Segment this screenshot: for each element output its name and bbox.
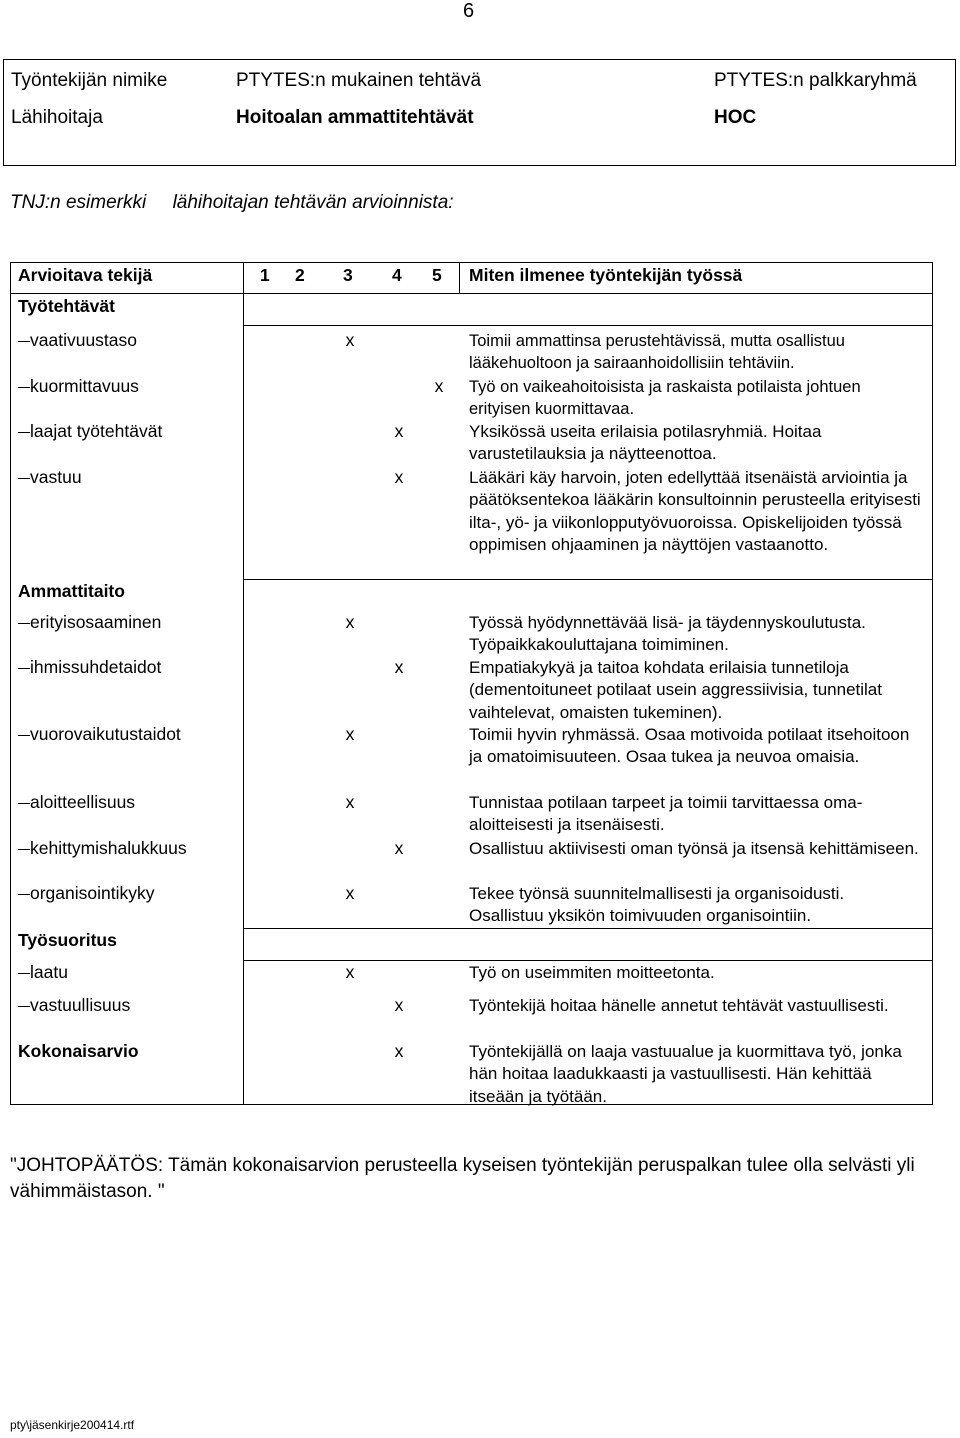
criterion-description: Työ on vaikeahoitoisista ja raskaista potilaista johtuen erityisen kuormittavaa. [469,378,861,419]
pay-group-value: HOC [714,107,757,128]
criterion-row: laajat työtehtävät [18,421,162,442]
example-title: TNJ:n esimerkki lähihoitajan tehtävän arvioinnista: [10,192,454,213]
score-mark: x [394,467,404,487]
conclusion-text: "JOHTOPÄÄTÖS: Tämän kokonaisarvion perusteella kyseisen työntekijän peruspalkan tulee olla selvästi yli vähimmäistason. " [10,1155,915,1202]
score-header-2: 2 [295,265,305,285]
score-mark: x [394,657,404,677]
score-header-4: 4 [392,265,402,285]
criterion-description: Työssä hyödynnettävää lisä- ja täydennyskoulutusta. Työpaikkakouluttajana toimiminen. [469,613,866,655]
score-header-3: 3 [343,265,353,285]
section-tyotehtavat: Työtehtävät [18,296,115,316]
criterion-row: vaativuustaso [18,330,137,351]
score-header-1: 1 [260,265,270,285]
score-mark: x [434,376,444,396]
score-mark: x [345,330,355,350]
score-mark: x [345,724,355,744]
criterion-description: Empatiakykyä ja taitoa kohdata erilaisia tunnetiloja (dementoituneet potilaat usein aggressiivisia, tunnetilat vaihtelevat, omaisten tukeminen). [469,658,882,722]
criterion-description: Työntekijällä on laaja vastuualue ja kuormittava työ, jonka hän hoitaa laadukkaasti ja vastuullisesti. Hän kehittää itseään ja työtään. [469,1042,902,1106]
criterion-row: ihmissuhdetaidot [18,657,161,678]
criterion-row: vastuullisuus [18,995,130,1016]
job-title-value: Lähihoitaja [11,107,103,128]
criterion-description: Tunnistaa potilaan tarpeet ja toimii tarvittaessa oma-aloitteisesti ja itsenäisesti. [469,793,863,835]
task-value: Hoitoalan ammattitehtävät [236,107,474,128]
score-header-5: 5 [432,265,442,285]
description-column-header: Miten ilmenee työntekijän työssä [469,265,743,285]
score-mark: x [345,612,355,632]
score-mark: x [345,792,355,812]
criterion-description: Osallistuu aktiivisesti oman työnsä ja itsensä kehittämiseen. [469,839,919,858]
job-header-box [3,59,956,166]
factor-column-header: Arvioitava tekijä [18,265,153,285]
section-tyosuoritus: Työsuoritus [18,930,117,950]
section-ammattitaito: Ammattitaito [18,581,125,601]
page-number: 6 [463,0,475,22]
criterion-description: Lääkäri käy harvoin, joten edellyttää itsenäistä arviointia ja päätöksentekoa lääkärin konsultoinnin perusteella erityisesti ilta-, yö- ja viikonlopputyövuoroissa. Opiskelijoiden työssä oppimisen ohjaaminen ja näyttöjen vastaanotto. [469,468,921,555]
section-kokonaisarvio: Kokonaisarvio [18,1041,139,1061]
criterion-description: Työntekijä hoitaa hänelle annetut tehtävät vastuullisesti. [469,996,889,1015]
score-mark: x [394,838,404,858]
criterion-row: vuorovaikutustaidot [18,724,181,745]
criterion-row: organisointikyky [18,883,155,904]
task-label: PTYTES:n mukainen tehtävä [236,70,482,91]
criterion-row: kehittymishalukkuus [18,838,187,859]
score-mark: x [394,1041,404,1061]
criterion-description: Työ on useimmiten moitteetonta. [469,963,715,982]
criterion-row: kuormittavuus [18,376,139,397]
criterion-row: erityisosaaminen [18,612,161,633]
criterion-description: Toimii ammattinsa perustehtävissä, mutta osallistuu lääkehuoltoon ja sairaanhoidollisiin tehtäviin. [469,332,845,373]
criterion-row: laatu [18,962,68,983]
score-mark: x [345,883,355,903]
file-path-footer: pty\jäsenkirje200414.rtf [10,1418,135,1432]
criterion-description: Toimii hyvin ryhmässä. Osaa motivoida potilaat itsehoitoon ja omatoimisuuteen. Osaa tukea ja neuvoa omaisia. [469,725,910,767]
score-mark: x [394,421,404,441]
criterion-description: Tekee työnsä suunnitelmallisesti ja organisoidusti. Osallistuu yksikön toimivuuden organisointiin. [469,884,845,926]
evaluation-table [10,262,933,1105]
criterion-row: vastuu [18,467,82,488]
criterion-description: Yksikössä useita erilaisia potilasryhmiä. Hoitaa varustetilauksia ja näytteenottoa. [469,422,822,464]
job-title-label: Työntekijän nimike [11,70,168,91]
score-mark: x [394,995,404,1015]
score-mark: x [345,962,355,982]
criterion-row: aloitteellisuus [18,792,135,813]
pay-group-label: PTYTES:n palkkaryhmä [714,70,917,91]
